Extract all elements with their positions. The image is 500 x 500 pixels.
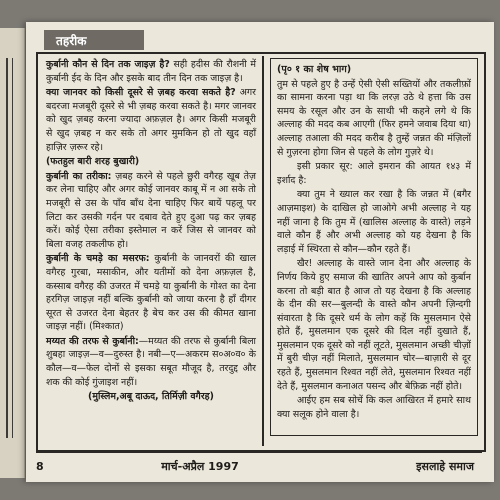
- answer-text: ज़बह करने से पहले छुरी वगैरह खूब तेज़ कर लेना चाहिए और अगर कोई जानवर काबू में न आ सके तो मजबूरी से उस के पाँव बाँध देना चाहिए फिर बायें पहलू पर लिटा कर उसकी गर्दन पर दबाव देते हुए दुआ पढ़ कर ज़बह करें। कोई ऐसा तरीका इस्तेमाल न करें जिस से जानवर को बिला वजह तकलीफ हो।: [46, 170, 256, 250]
- reference: (फतहुल बारी शरह बुखारी): [46, 156, 140, 168]
- quote-paragraph: क्या तुम ने ख्याल कर रखा है कि जन्नत में (बगैर आज़माइश) के दाखिल हो जाओगे अभी अल्लाह ने यह नहीं जाना है कि तुम में (खालिस अल्लाह के वास्ते) लड़ने वाले कौन हैं और अभी अल्लाह को यह देखना है कि लड़ाई में स्थिरता से कौन—कौन रहते हैं।: [277, 189, 471, 255]
- content-frame: [36, 52, 486, 452]
- question-heading: क्या जानवर को किसी दूसरे से ज़बह करवा सकते है?: [46, 87, 236, 99]
- continued-box: [270, 58, 478, 436]
- reference: (मुस्लिम,अबू दाऊद, तिर्मिज़ी वगैरह): [88, 391, 214, 403]
- question-heading: कुर्बानी का तरीका:: [46, 170, 112, 182]
- answer-text: —मय्यत की तरफ से कुर्बानी बिला शुबहा जाइज़—व—दुरुस्त है। नबी—ए—अकरम स०अ०व० के कौल—व—फेल दोनों से इसका सबूत मौजूद है, तरदुद्द और शक की कोई गुंजाइश नहीं।: [46, 335, 256, 388]
- paragraph: [46, 58, 256, 85]
- question-heading: मय्यत की तरफ से कुर्बानी:: [46, 335, 139, 347]
- answer-text: कुर्बानी के जानवरों की खाल वगैरह गुरबा, मसाकीन, और यतीमों को देना अफ़ज़ल है, कस्साब वगैरह की उजरत में चमड़े या कुर्बानी के गोश्त का देना हरगिज़ जाइज़ नहीं बल्कि कुर्बानी को जाया करना है हाँ दीगर सूरत से उजरत देना बेहतर है बेच कर उस की कीमत खाना जाइज़ नहीं। (मिश्कात): [46, 253, 257, 333]
- border-rule: [12, 58, 13, 438]
- answer-text: अगर बदरजा मजबूरी दूसरे से भी ज़बह करवा सकते है। मगर जानवर को खुद ज़बह करना ज्यादा अफ़ज़ल है। अगर किसी मजबूरी से खुद ज़बह न कर सके तो अगर मुमकिन हो तो खुद वहाँ हाज़िर ज़रूर रहे।: [46, 87, 256, 153]
- page-footer: [36, 456, 482, 476]
- footer-rule: [36, 452, 482, 453]
- paragraph: [46, 252, 256, 334]
- paragraph: [46, 86, 256, 154]
- paragraph: [46, 170, 256, 252]
- magazine-page: [26, 22, 494, 482]
- magazine-name: इसलाहे समाज: [416, 459, 474, 473]
- border-rule: [6, 58, 8, 438]
- question-heading: कुर्बानी कौन से दिन तक जाइज़ है?: [46, 59, 170, 70]
- paragraph: [46, 335, 256, 389]
- paragraph: इसी प्रकार सूर: आले इमरान की आयत १४३ में इर्शाद है:: [277, 161, 471, 186]
- right-column: [270, 58, 478, 436]
- issue-date: मार्च-अप्रैल 1997: [161, 459, 239, 473]
- left-column: [46, 58, 256, 405]
- section-tag: तहरीक: [44, 30, 144, 50]
- page-number: 8: [36, 459, 44, 473]
- column-divider: [262, 56, 264, 446]
- paragraph: तुम से पहले हुए है उन्हें ऐसी ऐसी सख्तियों और तकलीफ़ों का सामना करना पड़ा था कि लरज़ उठे थे हत्ता कि उस समय के रसूल और उन के साथी भी कहने लगे थे कि अल्लाह की मदद कब आएगी (फिर हमने जवाब दिया था) अल्लाह तआला की मदद करीब है तुम्हें जन्नत की मंज़िलों से गुज़रना होगा जिन से पहले के लोग गुज़रे थे।: [277, 78, 471, 158]
- paragraph: आईए हम सब सोचें कि कल आखिरत में हमारे साथ क्या सलूक होने वाला है।: [277, 395, 471, 420]
- continuation-heading: (पृ० १ का शेष भाग): [277, 64, 352, 75]
- previous-page-edge: [0, 28, 25, 478]
- question-heading: कुर्बानी के चमड़े का मसरफ:: [46, 253, 150, 265]
- answer-text: सही हदीस की रौशनी में कुर्बानी ईद के दिन और इसके बाद तीन दिन तक जाइज़ है।: [46, 59, 256, 84]
- paragraph: खैर! अल्लाह के वास्ते जान देना और अल्लाह के निर्णय किये हुए समाज की खातिर अपने आप को कुर्बान करना तो बड़ी बात है आज तो यह देखना है कि अल्लाह के दीन की सर—बुलन्दी के वास्ते कौन अपनी ज़िन्दगी संवारता है कि दूसरे धर्म के लोग कहें कि मुसलमान ऐसे होते हैं, मुसलमान एक दूसरे की दिल नहीं दुखाते हैं, मुसलमान एक दूसरे को नहीं लूटते, मुसलमान अच्छी चीज़ों में बुरी चीज़ नहीं मिलाते, मुसलमान चोर—बाज़ारी से दूर रहते हैं, मुसलमान रिश्वत नहीं लेते, मुसलमान रिश्वत नहीं देते हैं, मुसलमान कनाअत पसन्द और बेफ़िक्र नहीं होते।: [277, 258, 471, 392]
